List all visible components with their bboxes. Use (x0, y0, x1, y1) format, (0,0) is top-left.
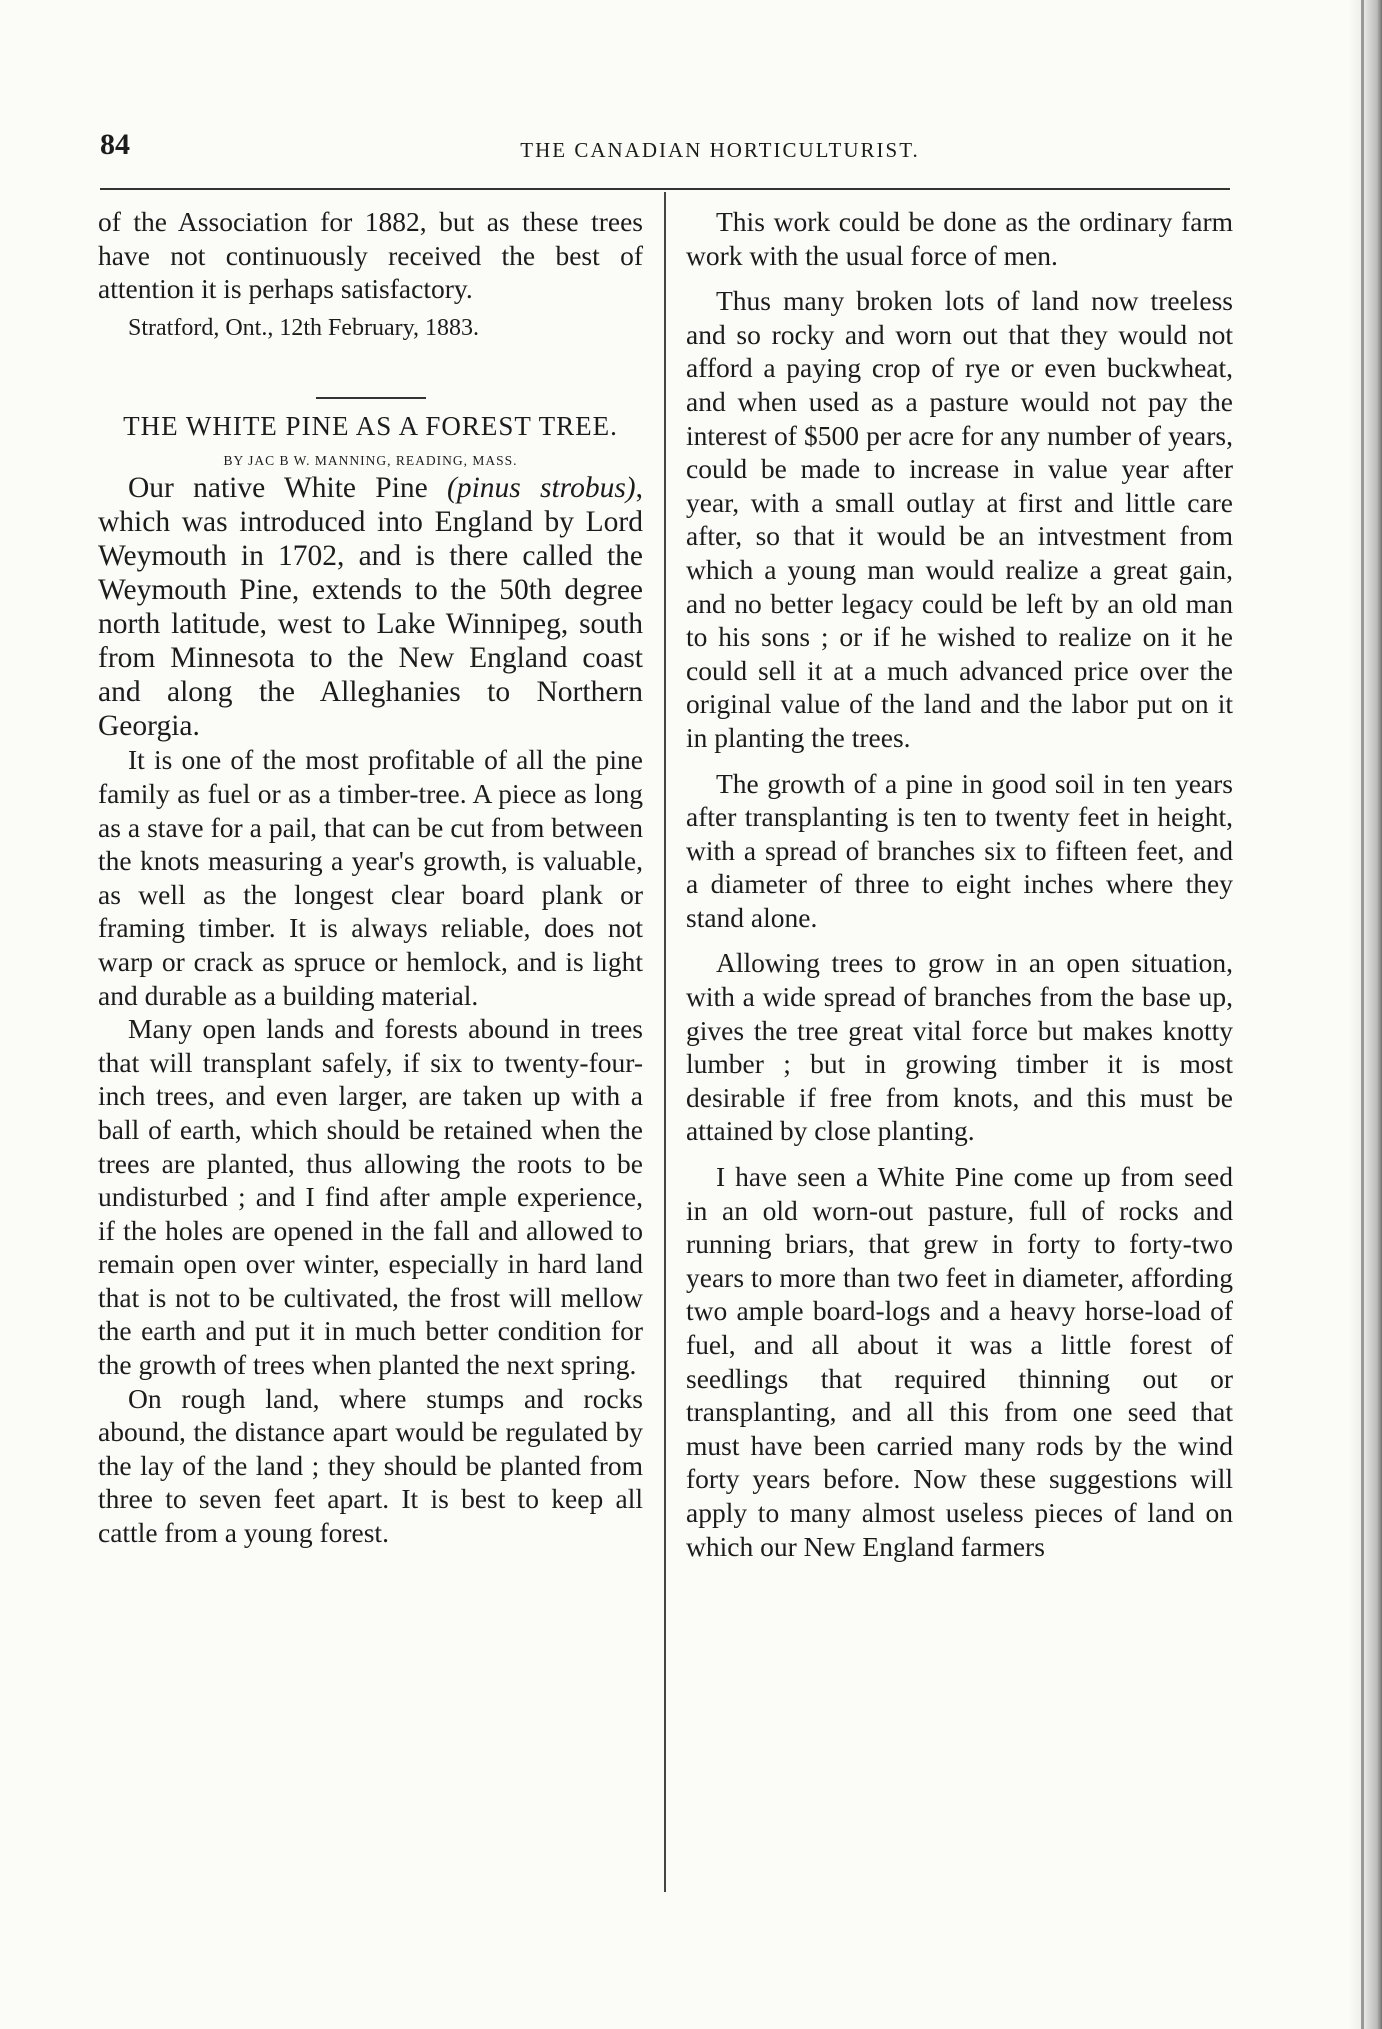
page-header (100, 128, 1230, 168)
paragraph-4: On rough land, where stumps and rocks abound, the distance apart would be regulated by the lay of the land ; they should be planted from three to seven feet apart. It is best to keep all cattle from a young forest. (98, 1382, 643, 1549)
section-rule (316, 397, 426, 399)
paragraph-1-rest: , which was introduced into England by Lord Weymouth in 1702, and is there called the Weymouth Pine, extends to the 50th degree north latitude, west to Lake Winnipeg, south from Minnesota to the New England coast and along the Alleghanies to Northern Georgia. (98, 472, 644, 743)
paragraph-6: Thus many broken lots of land now treeless and so rocky and worn out that they would not afford a paying crop of rye or even buckwheat, and when used as a pasture would not pay the interest of $500 per acre for any number of years, could be made to increase in value year after year, with a small outlay at first and little care after, so that it would be an intvestment from which a young man would realize a great gain, and no better legacy could be left by an old man to his sons ; or if he wished to realize on it he could sell it at a much advanced price over the original value of the land and the labor put on it in planting the trees. (686, 285, 1233, 753)
paragraph-1 (98, 471, 643, 743)
page-edge-shadow (1348, 0, 1382, 2029)
page-edge-line (1361, 0, 1364, 2029)
right-column (686, 205, 1233, 1563)
article-byline: BY JAC B W. MANNING, READING, MASS. (223, 453, 518, 469)
species-name: (pinus strobus) (447, 472, 636, 505)
paragraph-5: This work could be done as the ordinary farm work with the usual force of men. (686, 206, 1233, 271)
article-title: THE WHITE PINE AS A FOREST TREE. (123, 411, 618, 442)
dateline: Stratford, Ont., 12th February, 1883. (128, 314, 480, 341)
paragraph-9: I have seen a White Pine come up from seed in an old worn-out pasture, full of rocks and running briars, that grew in forty to forty-two years to more than two feet in diameter, affording two ample board-logs and a heavy horse-load of fuel, and all about it was a little forest of seedlings that required thinning out or transplanting, and all this from one seed that must have been carried many rods by the wind forty years before. Now these suggestions will apply to many almost useless pieces of land on which our New England farmers (686, 1161, 1233, 1562)
paragraph-8: Allowing trees to grow in an open situation, with a wide spread of branches from the base up, gives the tree great vital force but makes knotty lumber ; but in growing timber it is most desirable if free from knots, and this must be attained by close planting. (686, 947, 1233, 1147)
column-divider (664, 192, 666, 1892)
header-rule (100, 188, 1230, 190)
continued-paragraph: of the Association for 1882, but as these trees have not continuously received the best of attention it is perhaps satisfactory. (98, 206, 643, 305)
page-number: 84 (100, 128, 130, 161)
running-head: THE CANADIAN HORTICULTURIST. (520, 138, 920, 162)
paragraph-1-start: Our native White Pine (128, 472, 447, 505)
paragraph-7: The growth of a pine in good soil in ten years after transplanting is ten to twenty feet in height, with a spread of branches six to fifteen feet, and a diameter of three to eight inches where they stand alone. (686, 767, 1233, 933)
paragraph-2: It is one of the most profitable of all the pine family as fuel or as a timber-tree. A piece as long as a stave for a pail, that can be cut from between the knots measuring a year's growth, is valuable, as well as the longest clear board plank or framing timber. It is always reliable, does not warp or crack as spruce or hemlock, and is light and durable as a building material. (98, 744, 643, 1011)
paragraph-3: Many open lands and forests abound in trees that will transplant safely, if six to twenty-four-inch trees, and even larger, are taken up with a ball of earth, which should be retained when the trees are planted, thus allowing the roots to be undisturbed ; and I find after ample experience, if the holes are opened in the fall and allowed to remain open over winter, especially in hard land that is not to be cultivated, the frost will mellow the earth and put it in much better condition for the growth of trees when planted the next spring. (98, 1013, 643, 1381)
left-column (98, 205, 643, 1550)
